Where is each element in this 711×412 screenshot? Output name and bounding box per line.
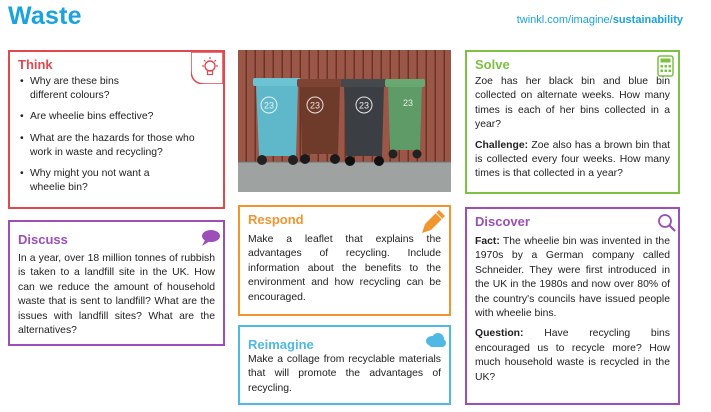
question-text: Have recycling bins encouraged us to recycle more? How much household waste is recycled in the UK?	[475, 328, 670, 383]
fact-text: The wheelie bin was invented in the 1970s by a German company called Schneider. They were first introduced in the UK in the 1980s and now over 80% of the country's councils have issued people with wheelie bins.	[475, 236, 670, 320]
site-url[interactable]	[517, 14, 683, 26]
bin-number: 23	[309, 100, 321, 111]
wheelie-bins-photo	[238, 50, 451, 192]
solve-card	[465, 50, 680, 194]
think-card	[8, 50, 225, 209]
discover-question	[475, 327, 670, 385]
discuss-text: In a year, over 18 million tonnes of rubbish is taken to a landfill site in the UK. How can we reduce the amount of household waste that is sent to landfill? What are the issues with landfill sites? What are the alternatives?	[18, 253, 215, 337]
bin-number: 23	[358, 100, 370, 111]
respond-heading: Respond	[248, 212, 304, 227]
discover-heading: Discover	[475, 214, 530, 229]
challenge-label: Challenge:	[475, 139, 529, 151]
think-item: • What are the hazards for those who work in waste and recycling?	[20, 132, 197, 160]
fact-label: Fact:	[475, 236, 500, 247]
think-heading: Think	[18, 57, 53, 72]
question-label: Question:	[475, 328, 524, 340]
think-item: • Are wheelie bins effective?	[20, 110, 197, 124]
solve-challenge	[475, 139, 670, 182]
speech-bubble-icon	[191, 222, 223, 254]
bin-number: 23	[402, 98, 414, 108]
reimagine-card	[238, 325, 451, 405]
respond-card	[238, 205, 451, 316]
discover-body	[475, 235, 670, 385]
think-list	[20, 75, 197, 202]
bin-number: 23	[263, 100, 275, 111]
solve-text: Zoe has her black bin and blue bin collected on alternate weeks. How many times is each of her bins collected in a year?	[475, 76, 670, 131]
reimagine-heading: Reimagine	[248, 337, 314, 352]
think-item: • Why might you not want a wheelie bin?	[20, 167, 160, 195]
think-item: • Why are these bins different colours?	[20, 75, 130, 103]
solve-heading: Solve	[475, 57, 510, 72]
discuss-card	[8, 220, 225, 346]
url-prefix: twinkl.com/imagine/	[516, 14, 613, 26]
discuss-heading: Discuss	[18, 232, 68, 247]
page-title: Waste	[8, 2, 82, 30]
challenge-text: Zoe also has a brown bin that is collected every four weeks. How many times is that collected in a year?	[475, 139, 670, 180]
discover-card	[465, 207, 680, 405]
respond-text: Make a leaflet that explains the advantages of recycling. Include information about the benefits to the environment and how recycling can be encouraged.	[248, 234, 441, 303]
solve-body	[475, 75, 670, 182]
reimagine-text: Make a collage from recyclable materials that will promote the advantages of recycling.	[248, 354, 441, 394]
discover-fact	[475, 235, 670, 321]
url-topic: sustainability	[612, 14, 683, 26]
